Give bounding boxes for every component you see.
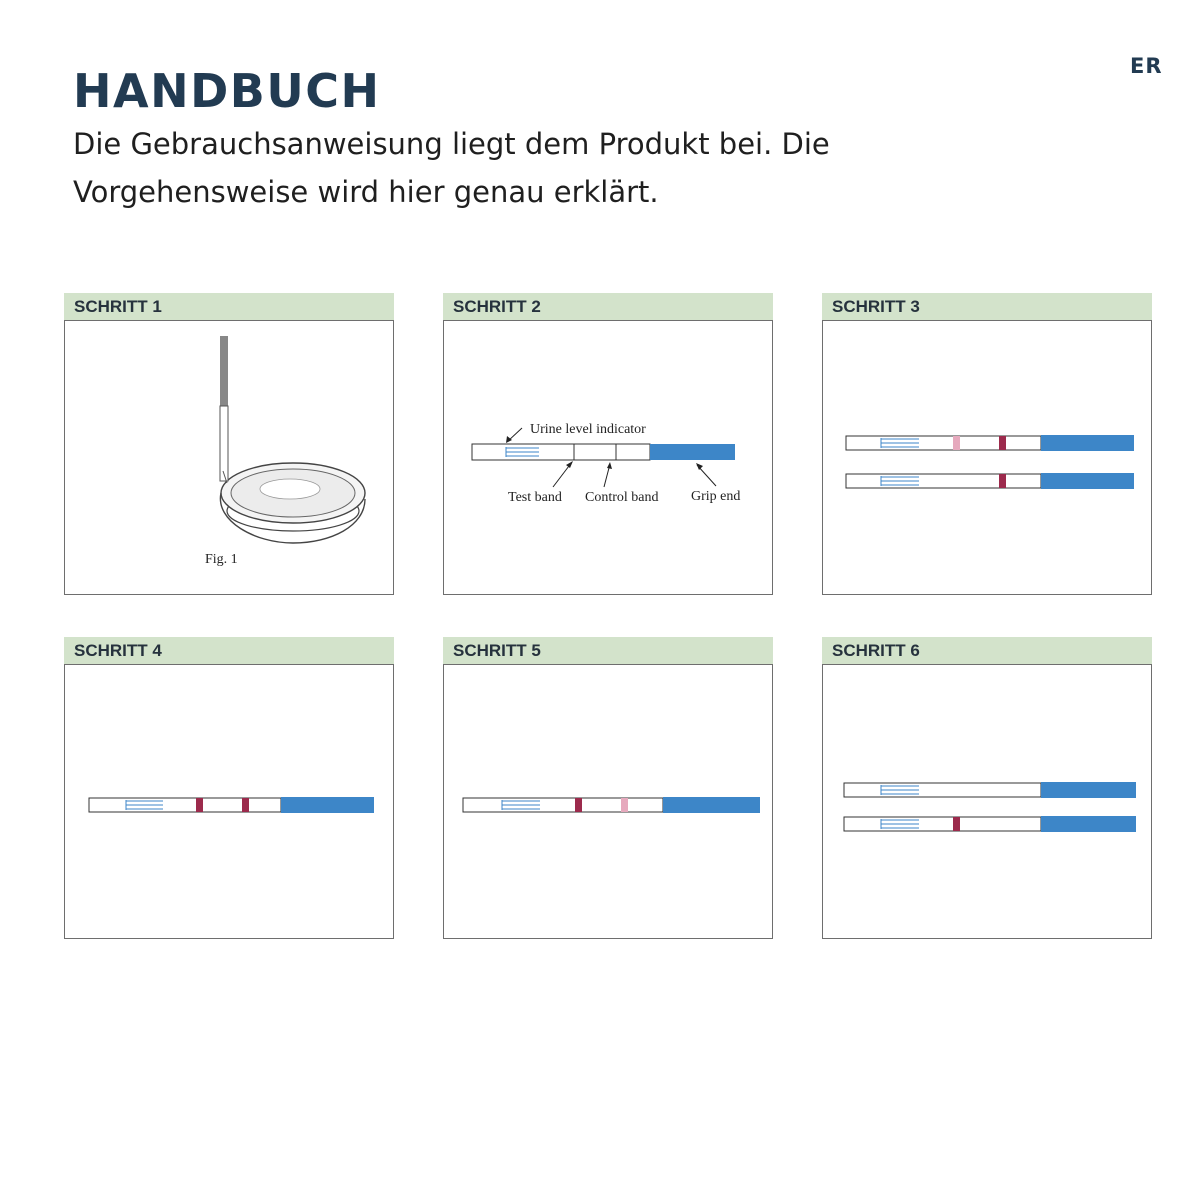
result-strips [444, 665, 774, 940]
label-control-band: Control band [585, 490, 659, 505]
step-illustration [822, 664, 1152, 939]
page-subtitle: Die Gebrauchsanweisung liegt dem Produkt bei. Die Vorgehensweise wird hier genau erklärt. [73, 127, 830, 209]
step-card-6 [822, 637, 1152, 939]
test-strip [89, 797, 374, 813]
test-strip [844, 816, 1136, 832]
step-label: SCHRITT 3 [822, 293, 1152, 320]
step-illustration [64, 320, 394, 595]
figure-caption: Fig. 1 [205, 552, 238, 567]
test-strip [846, 435, 1134, 451]
step-label: SCHRITT 4 [64, 637, 394, 664]
step-label: SCHRITT 5 [443, 637, 773, 664]
result-strips [65, 665, 395, 940]
step-card-5 [443, 637, 773, 939]
step-label: SCHRITT 1 [64, 293, 394, 320]
step-card-2 [443, 293, 773, 595]
dip-in-cup-illustration [65, 321, 395, 596]
brand-logo: ER [1130, 54, 1163, 78]
step-card-1 [64, 293, 394, 595]
step-card-4 [64, 637, 394, 939]
test-strip [844, 782, 1136, 798]
urine-level-indicator [506, 447, 539, 457]
label-urine-level: Urine level indicator [530, 422, 646, 437]
step-illustration [64, 664, 394, 939]
test-strip [463, 797, 760, 813]
collection-cup [220, 463, 365, 543]
step-label: SCHRITT 2 [443, 293, 773, 320]
grip-end-band [650, 444, 735, 460]
test-strip [220, 336, 228, 483]
step-card-3 [822, 293, 1152, 595]
step-illustration [443, 664, 773, 939]
step-illustration [443, 320, 773, 595]
step-label: SCHRITT 6 [822, 637, 1152, 664]
result-strips [823, 321, 1153, 596]
result-strips [823, 665, 1153, 940]
label-grip-end: Grip end [691, 489, 741, 504]
page-title: HANDBUCH [73, 64, 381, 118]
test-strip [846, 473, 1134, 489]
step-illustration [822, 320, 1152, 595]
strip-diagram [444, 321, 774, 596]
label-test-band: Test band [508, 490, 562, 505]
